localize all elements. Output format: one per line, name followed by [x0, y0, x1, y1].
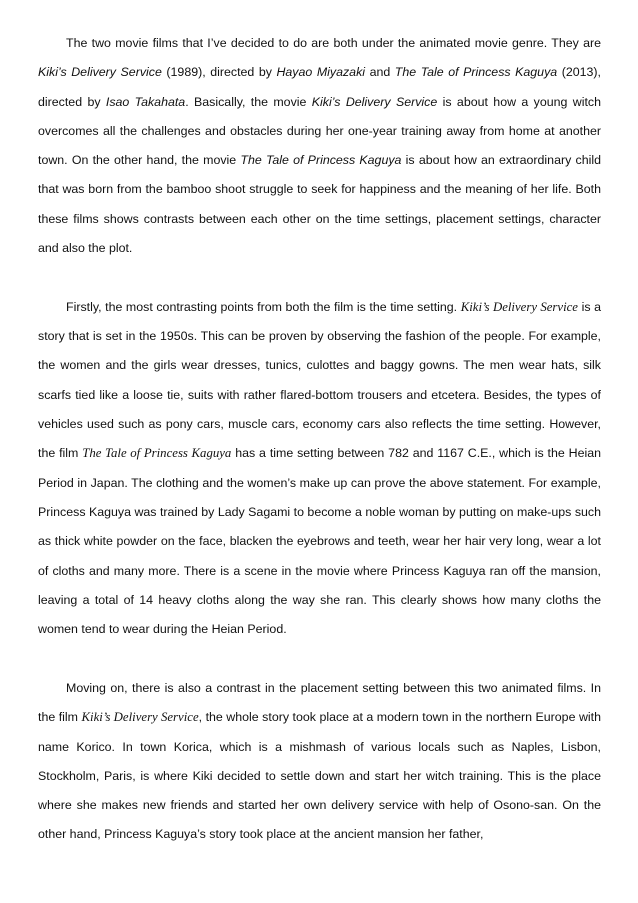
- text-run: . Basically, the movie: [185, 94, 312, 109]
- text-run: is about how an extraordinary child that was born from the bamboo shoot struggle to seek for happiness and the meaning of her life. Both these films shows contrasts between each other on the time settings, placement settings, character and also the plot.: [38, 153, 601, 256]
- film-title: Kiki’s Delivery Service: [311, 94, 438, 109]
- paragraph-time-setting: [38, 293, 601, 645]
- director-name: Isao Takahata: [105, 94, 186, 109]
- film-title: The Tale of Princess Kaguya: [82, 446, 232, 461]
- director-name: Hayao Miyazaki: [276, 65, 366, 80]
- text-run: (1989), directed by: [161, 65, 277, 80]
- film-title: The Tale of Princess Kaguya: [394, 65, 558, 80]
- text-run: Moving on, there is also a contrast in the placement setting between this two animated films. In the film: [38, 680, 601, 725]
- text-run: has a time setting between 782 and 1167 C.E., which is the Heian Period in Japan. The clothing and the women’s make up can prove the above statement. For example, Princess Kaguya was trained by Lady Sagami to become a noble woman by putting on make-ups such as thick white powder on the face, blacken the eyebrows and teeth, wear her hair very long, wear a lot of cloths and many more. There is a scene in the movie where Princess Kaguya ran off the mansion, leaving a total of 14 heavy cloths along the way she ran. This clearly shows how many cloths the women tend to wear during the Heian Period.: [38, 446, 601, 637]
- paragraph-introduction: [38, 29, 601, 263]
- text-run: Firstly, the most contrasting points from both the film is the time setting.: [66, 299, 461, 314]
- text-run: The two movie films that I’ve decided to do are both under the animated movie genre. They are: [66, 36, 601, 50]
- paragraph-placement-setting: [38, 674, 601, 850]
- text-run: is a story that is set in the 1950s. This can be proven by observing the fashion of the people. For example, the women and the girls wear dresses, tunics, culottes and baggy gowns. The men wear hats, silk scarfs tied like a loose tie, suits with rather flared-bottom trousers and etcetera. Besides, the types of vehicles used such as pony cars, muscle cars, economy cars also reflects the time setting. However, the film: [38, 299, 601, 461]
- film-title: Kiki’s Delivery Service: [460, 299, 578, 314]
- film-title: Kiki’s Delivery Service: [38, 65, 162, 80]
- text-run: is about how a young witch overcomes all the challenges and obstacles during her one-year training away from home at another town. On the other hand, the movie: [38, 94, 601, 168]
- film-title: The Tale of Princess Kaguya: [240, 153, 402, 168]
- film-title: Kiki’s Delivery Service: [81, 710, 199, 725]
- document-page: [38, 29, 601, 850]
- text-run: and: [365, 65, 395, 80]
- text-run: (2013), directed by: [38, 65, 601, 109]
- text-run: , the whole story took place at a modern town in the northern Europe with name Korico. In town Korica, which is a mishmash of various locals such as Naples, Lisbon, Stockholm, Paris, is where Kiki decided to settle down and start her witch training. This is the place where she makes new friends and started her own delivery service with help of Osono-san. On the other hand, Princess Kaguya’s story took place at the ancient mansion her father,: [38, 710, 601, 842]
